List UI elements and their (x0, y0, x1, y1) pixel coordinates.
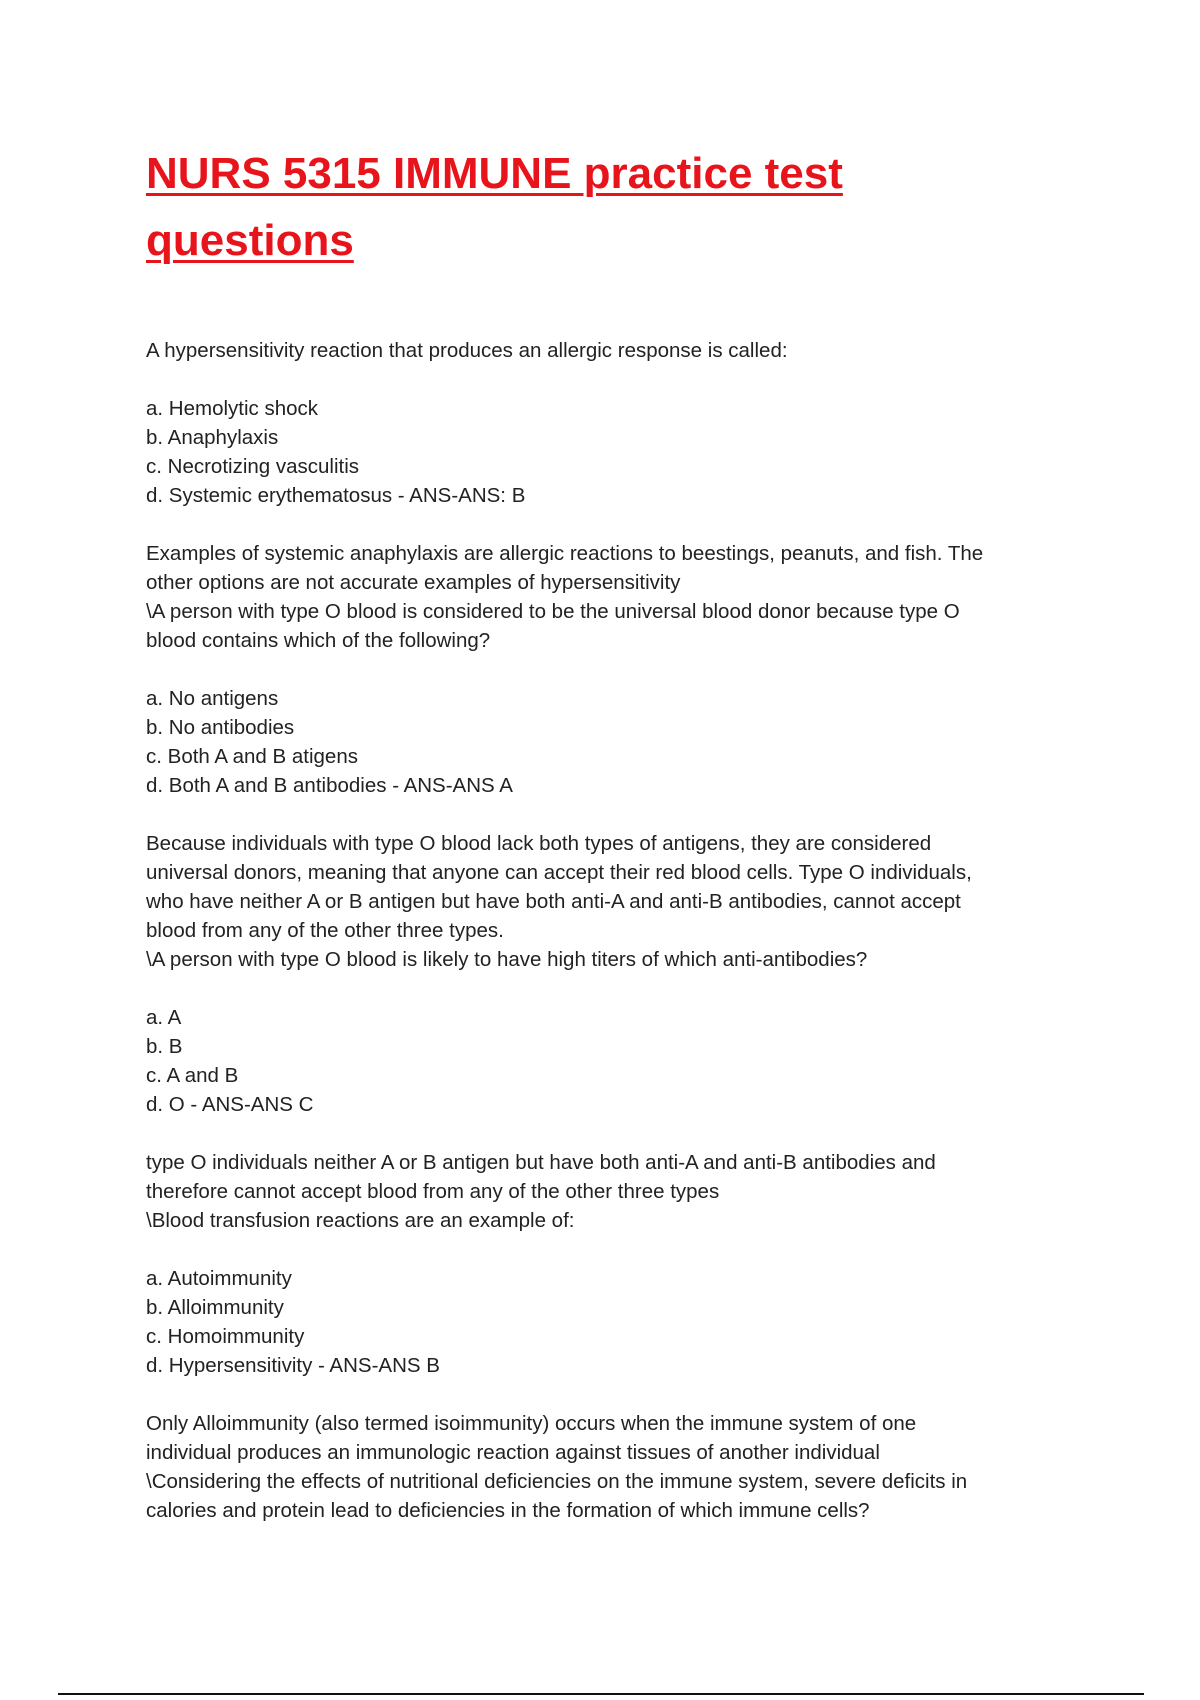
title-line-2: questions (146, 216, 354, 265)
q2-explanation-line-1: Because individuals with type O blood lack both types of antigens, they are considered (146, 832, 932, 855)
q4-explanation-line-2: individual produces an immunologic reaction against tissues of another individual (146, 1441, 880, 1464)
q1-option-d-answer: d. Systemic erythematosus - ANS-ANS: B (146, 484, 526, 507)
q2-question-line-1: \A person with type O blood is considered to be the universal blood donor because type O (146, 600, 960, 623)
q1-option-c: c. Necrotizing vasculitis (146, 455, 360, 478)
q3-option-b: b. B (146, 1035, 183, 1058)
q1-option-b: b. Anaphylaxis (146, 426, 279, 449)
q4-option-d-answer: d. Hypersensitivity - ANS-ANS B (146, 1354, 440, 1377)
q1-question: A hypersensitivity reaction that produces an allergic response is called: (146, 339, 788, 362)
q1-option-a: a. Hemolytic shock (146, 397, 319, 420)
q5-question-line-1: \Considering the effects of nutritional deficiencies on the immune system, severe deficits in (146, 1470, 968, 1493)
q4-option-a: a. Autoimmunity (146, 1267, 292, 1290)
q3-option-c: c. A and B (146, 1064, 239, 1087)
q5-question-line-2: calories and protein lead to deficiencies in the formation of which immune cells? (146, 1499, 870, 1522)
q2-option-a: a. No antigens (146, 687, 279, 710)
q4-option-b: b. Alloimmunity (146, 1296, 284, 1319)
q1-explanation-line-2: other options are not accurate examples of hypersensitivity (146, 571, 681, 594)
q3-explanation-line-2: therefore cannot accept blood from any of the other three types (146, 1180, 720, 1203)
q4-question: \Blood transfusion reactions are an example of: (146, 1209, 575, 1232)
q4-explanation-line-1: Only Alloimmunity (also termed isoimmunity) occurs when the immune system of one (146, 1412, 917, 1435)
document-body (146, 336, 1076, 1525)
q3-option-a: a. A (146, 1006, 182, 1029)
page-footer-divider (58, 1693, 1144, 1695)
q1-explanation-line-1: Examples of systemic anaphylaxis are allergic reactions to beestings, peanuts, and fish. The (146, 542, 984, 565)
title-line-1: NURS 5315 IMMUNE practice test (146, 149, 843, 198)
q2-explanation-line-2: universal donors, meaning that anyone can accept their red blood cells. Type O individuals, (146, 861, 972, 884)
q2-question-line-2: blood contains which of the following? (146, 629, 491, 652)
q2-explanation-line-3: who have neither A or B antigen but have both anti-A and anti-B antibodies, cannot accept (146, 890, 961, 913)
q3-explanation-line-1: type O individuals neither A or B antigen but have both anti-A and anti-B antibodies and (146, 1151, 936, 1174)
q2-option-b: b. No antibodies (146, 716, 295, 739)
document-title (146, 140, 1046, 274)
q2-option-d-answer: d. Both A and B antibodies - ANS-ANS A (146, 774, 513, 797)
q3-question: \A person with type O blood is likely to have high titers of which anti-antibodies? (146, 948, 868, 971)
q3-option-d-answer: d. O - ANS-ANS C (146, 1093, 314, 1116)
q2-explanation-line-4: blood from any of the other three types. (146, 919, 504, 942)
q2-option-c: c. Both A and B atigens (146, 745, 358, 768)
q4-option-c: c. Homoimmunity (146, 1325, 305, 1348)
